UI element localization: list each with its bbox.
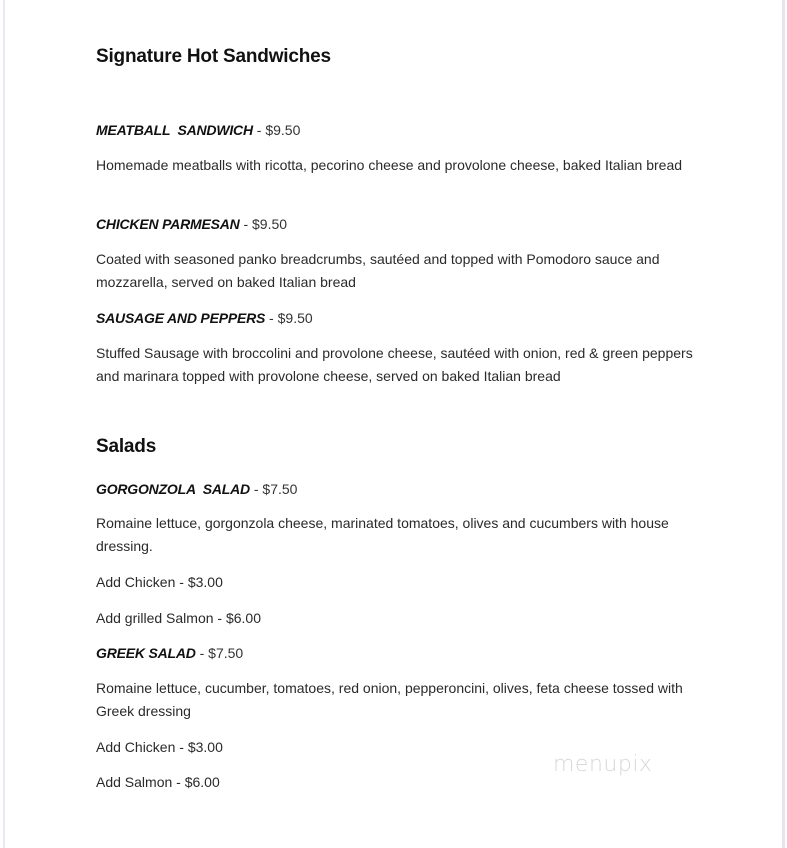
watermark-logo: menupix bbox=[553, 752, 653, 777]
item-description: Romaine lettuce, gorgonzola cheese, marinated tomatoes, olives and cucumbers with house dressing. bbox=[96, 515, 669, 554]
item-description: Stuffed Sausage with broccolini and provolone cheese, sautéed with onion, red & green peppers and marinara topped with provolone cheese, served on baked Italian bread bbox=[96, 345, 693, 384]
item-description: Coated with seasoned panko breadcrumbs, sautéed and topped with Pomodoro sauce and mozzarella, served on baked Italian bread bbox=[96, 251, 660, 290]
item-separator: - bbox=[249, 481, 263, 497]
addon-option: Add grilled Salmon - $6.00 bbox=[96, 610, 261, 626]
item-price: $9.50 bbox=[277, 310, 313, 326]
menu-item-heading bbox=[96, 481, 297, 497]
item-description: Romaine lettuce, cucumber, tomatoes, red onion, pepperoncini, olives, feta cheese tossed with Greek dressing bbox=[96, 680, 683, 719]
item-name: GREEK SALAD bbox=[96, 645, 196, 661]
item-description: Homemade meatballs with ricotta, pecorino cheese and provolone cheese, baked Italian bread bbox=[96, 157, 683, 173]
menu-item-heading bbox=[96, 216, 287, 232]
item-separator: - bbox=[252, 122, 266, 138]
section-title-sandwiches: Signature Hot Sandwiches bbox=[96, 46, 331, 67]
item-separator: - bbox=[265, 310, 278, 326]
item-separator: - bbox=[195, 645, 209, 661]
item-price: $7.50 bbox=[208, 645, 244, 661]
item-price: $9.50 bbox=[252, 216, 288, 232]
item-name: CHICKEN PARMESAN bbox=[96, 216, 240, 232]
section-title-salads: Salads bbox=[96, 436, 157, 457]
menu-item-heading bbox=[96, 645, 243, 661]
menu-item-heading bbox=[96, 310, 313, 326]
item-name: MEATBALL SANDWICH bbox=[96, 122, 253, 138]
item-price: $7.50 bbox=[262, 481, 298, 497]
item-name: GORGONZOLA SALAD bbox=[96, 481, 250, 497]
addon-option: Add Salmon - $6.00 bbox=[96, 774, 220, 790]
item-separator: - bbox=[239, 216, 253, 232]
addon-option: Add Chicken - $3.00 bbox=[96, 739, 223, 755]
item-name: SAUSAGE AND PEPPERS bbox=[96, 310, 266, 326]
item-price: $9.50 bbox=[265, 122, 301, 138]
addon-option: Add Chicken - $3.00 bbox=[96, 574, 223, 590]
menu-item-heading bbox=[96, 122, 300, 138]
